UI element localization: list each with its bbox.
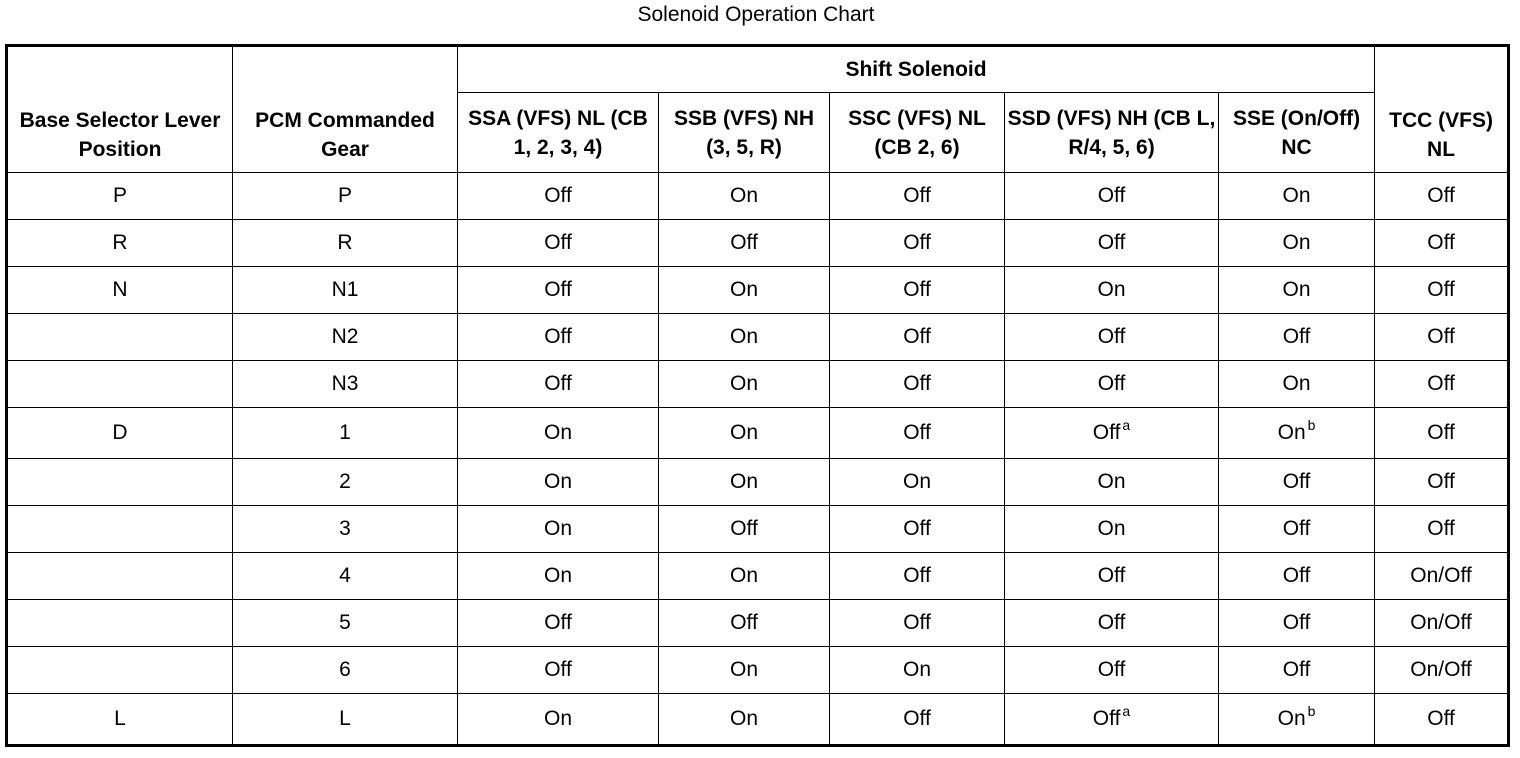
cell-value: On (729, 325, 758, 348)
ssb-cell (659, 314, 830, 361)
header-row-1 (7, 46, 1509, 93)
cell-value: Off (903, 564, 931, 587)
cell-value: Off (1097, 184, 1126, 207)
ssc-cell (830, 553, 1005, 600)
cell-value: Off (1427, 372, 1455, 395)
cell-value: Off (1282, 325, 1311, 348)
ssd-cell (1005, 267, 1219, 314)
base-selector-cell (7, 647, 233, 694)
cell-value: Off (1097, 564, 1126, 587)
ssb-cell (659, 694, 830, 746)
cell-value: Off (903, 372, 931, 395)
cell-value: Off (1097, 658, 1126, 681)
cell-value: N1 (331, 278, 359, 301)
ssa-cell (458, 694, 659, 746)
base-selector-cell (7, 267, 233, 314)
ssd-cell (1005, 506, 1219, 553)
pcm-gear-cell (233, 506, 458, 553)
ssa-cell (458, 173, 659, 220)
cell-value: Off (544, 231, 572, 254)
header-shift-solenoid: Shift Solenoid (458, 46, 1375, 93)
tcc-cell (1375, 694, 1509, 746)
cell-value: L (114, 707, 126, 730)
cell-value: Off (903, 421, 931, 444)
header-ssd: SSD (VFS) NH (CB L, R/4, 5, 6) (1005, 93, 1219, 173)
ssc-cell (830, 506, 1005, 553)
base-selector-cell (7, 694, 233, 746)
table-row (7, 600, 1509, 647)
table-row (7, 506, 1509, 553)
ssa-cell (458, 647, 659, 694)
ssc-cell (830, 267, 1005, 314)
cell-value: On (543, 470, 572, 493)
ssd-cell (1005, 553, 1219, 600)
base-selector-cell (7, 600, 233, 647)
cell-value: Off (1097, 325, 1126, 348)
ssa-cell (458, 408, 659, 459)
table-row (7, 267, 1509, 314)
cell-value: Off (1427, 278, 1455, 301)
ssb-cell (659, 267, 830, 314)
ssd-cell (1005, 361, 1219, 408)
tcc-cell (1375, 267, 1509, 314)
cell-value: On (543, 421, 572, 444)
cell-value: N3 (331, 372, 359, 395)
base-selector-cell (7, 506, 233, 553)
cell-value: Off (1092, 707, 1121, 730)
sse-cell (1219, 694, 1375, 746)
cell-value: Off (903, 611, 931, 634)
ssa-cell (458, 220, 659, 267)
tcc-cell (1375, 314, 1509, 361)
cell-value: Off (903, 707, 931, 730)
pcm-gear-cell (233, 267, 458, 314)
cell-value: Off (1427, 184, 1455, 207)
cell-value: On/Off (1410, 658, 1472, 681)
base-selector-cell (7, 314, 233, 361)
base-selector-cell (7, 553, 233, 600)
pcm-gear-cell (233, 408, 458, 459)
ssc-cell (830, 694, 1005, 746)
chart-title: Solenoid Operation Chart (637, 3, 875, 26)
footnote-marker: b (1307, 417, 1316, 433)
ssc-cell (830, 314, 1005, 361)
cell-value: On/Off (1410, 564, 1472, 587)
base-selector-cell (7, 459, 233, 506)
table-row (7, 408, 1509, 459)
cell-value: D (112, 421, 128, 444)
base-selector-cell (7, 220, 233, 267)
table-row (7, 647, 1509, 694)
header-base-selector: Base Selector Lever Position (7, 46, 233, 173)
pcm-gear-cell (233, 314, 458, 361)
cell-value: On (729, 470, 758, 493)
ssc-cell (830, 600, 1005, 647)
cell-value: 6 (339, 658, 351, 681)
table-row (7, 553, 1509, 600)
ssa-cell (458, 267, 659, 314)
cell-value: On/Off (1410, 611, 1472, 634)
sse-cell (1219, 459, 1375, 506)
table-row (7, 459, 1509, 506)
header-sse: SSE (On/Off) NC (1219, 93, 1375, 173)
ssb-cell (659, 408, 830, 459)
cell-value: Off (1427, 707, 1455, 730)
pcm-gear-cell (233, 600, 458, 647)
cell-value: On (729, 278, 758, 301)
cell-value: Off (1282, 611, 1311, 634)
cell-value: On (729, 707, 758, 730)
tcc-cell (1375, 361, 1509, 408)
cell-value: 3 (339, 517, 351, 540)
cell-value: Off (544, 278, 572, 301)
cell-value: On (1097, 517, 1126, 540)
cell-value: Off (1097, 611, 1126, 634)
cell-value: Off (544, 325, 572, 348)
tcc-cell (1375, 408, 1509, 459)
sse-cell (1219, 361, 1375, 408)
cell-value: Off (1282, 470, 1311, 493)
cell-value: Off (1427, 421, 1455, 444)
cell-value: On (1277, 421, 1306, 444)
pcm-gear-cell (233, 361, 458, 408)
pcm-gear-cell (233, 553, 458, 600)
cell-value: Off (1427, 325, 1455, 348)
tcc-cell (1375, 647, 1509, 694)
sse-cell (1219, 647, 1375, 694)
cell-value: Off (1282, 517, 1311, 540)
ssb-cell (659, 506, 830, 553)
tcc-cell (1375, 600, 1509, 647)
header-tcc: TCC (VFS) NL (1375, 46, 1509, 173)
cell-value: Off (1097, 372, 1126, 395)
cell-value: Off (903, 278, 931, 301)
header-ssa: SSA (VFS) NL (CB 1, 2, 3, 4) (458, 93, 659, 173)
pcm-gear-cell (233, 459, 458, 506)
sse-cell (1219, 600, 1375, 647)
ssd-cell (1005, 314, 1219, 361)
cell-value: On (543, 517, 572, 540)
cell-value: On (1282, 231, 1311, 254)
cell-value: Off (1427, 470, 1455, 493)
table-row (7, 173, 1509, 220)
ssc-cell (830, 408, 1005, 459)
cell-value: On (1282, 372, 1311, 395)
ssb-cell (659, 173, 830, 220)
cell-value: On (902, 470, 931, 493)
pcm-gear-cell (233, 647, 458, 694)
ssc-cell (830, 173, 1005, 220)
cell-value: Off (903, 231, 931, 254)
sse-cell (1219, 173, 1375, 220)
ssa-cell (458, 361, 659, 408)
pcm-gear-cell (233, 220, 458, 267)
tcc-cell (1375, 506, 1509, 553)
tcc-cell (1375, 553, 1509, 600)
base-selector-cell (7, 173, 233, 220)
pcm-gear-cell (233, 173, 458, 220)
ssa-cell (458, 459, 659, 506)
sse-cell (1219, 553, 1375, 600)
cell-value: On (729, 658, 758, 681)
ssb-cell (659, 647, 830, 694)
cell-value: On (729, 184, 758, 207)
ssc-cell (830, 459, 1005, 506)
cell-value: On (729, 564, 758, 587)
header-pcm-gear: PCM Commanded Gear (233, 46, 458, 173)
tcc-cell (1375, 459, 1509, 506)
cell-value: Off (1092, 421, 1121, 444)
tcc-cell (1375, 220, 1509, 267)
ssb-cell (659, 553, 830, 600)
cell-value: On (1282, 278, 1311, 301)
ssb-cell (659, 459, 830, 506)
sse-cell (1219, 506, 1375, 553)
table-row (7, 361, 1509, 408)
cell-value: On (902, 658, 931, 681)
cell-value: Off (544, 658, 572, 681)
ssa-cell (458, 506, 659, 553)
ssb-cell (659, 600, 830, 647)
cell-value: On (543, 564, 572, 587)
table-row (7, 220, 1509, 267)
sse-cell (1219, 408, 1375, 459)
ssd-cell (1005, 459, 1219, 506)
cell-value: Off (1427, 517, 1455, 540)
cell-value: N (112, 278, 128, 301)
ssa-cell (458, 553, 659, 600)
base-selector-cell (7, 408, 233, 459)
cell-value: Off (544, 372, 572, 395)
cell-value: Off (730, 611, 758, 634)
cell-value: Off (903, 184, 931, 207)
cell-value: R (337, 231, 353, 254)
sse-cell (1219, 267, 1375, 314)
cell-value: 5 (339, 611, 351, 634)
cell-value: On (729, 421, 758, 444)
base-selector-cell (7, 361, 233, 408)
sse-cell (1219, 314, 1375, 361)
cell-value: Off (1282, 564, 1311, 587)
ssa-cell (458, 600, 659, 647)
cell-value: On (1097, 278, 1126, 301)
cell-value: Off (544, 611, 572, 634)
cell-value: Off (1427, 231, 1455, 254)
cell-value: Off (544, 184, 572, 207)
ssc-cell (830, 361, 1005, 408)
tcc-cell (1375, 173, 1509, 220)
cell-value: P (112, 184, 127, 207)
cell-value: 4 (339, 564, 351, 587)
ssa-cell (458, 314, 659, 361)
ssc-cell (830, 220, 1005, 267)
ssd-cell (1005, 647, 1219, 694)
cell-value: 2 (339, 470, 351, 493)
ssd-cell (1005, 408, 1219, 459)
header-ssc: SSC (VFS) NL (CB 2, 6) (830, 93, 1005, 173)
table-row (7, 694, 1509, 746)
solenoid-operation-table (5, 44, 1510, 747)
cell-value: On (1277, 707, 1306, 730)
cell-value: P (337, 184, 352, 207)
table-body (7, 173, 1509, 746)
cell-value: Off (903, 517, 931, 540)
cell-value: Off (1097, 231, 1126, 254)
footnote-marker: b (1307, 703, 1316, 719)
cell-value: On (1097, 470, 1126, 493)
sse-cell (1219, 220, 1375, 267)
table-row (7, 314, 1509, 361)
cell-value: Off (903, 325, 931, 348)
cell-value: Off (1282, 658, 1311, 681)
cell-value: N2 (331, 325, 359, 348)
cell-value: L (339, 707, 351, 730)
footnote-marker: a (1122, 703, 1131, 719)
cell-value: Off (730, 231, 758, 254)
ssd-cell (1005, 600, 1219, 647)
cell-value: 1 (339, 421, 351, 444)
ssd-cell (1005, 694, 1219, 746)
cell-value: On (543, 707, 572, 730)
ssb-cell (659, 220, 830, 267)
footnote-marker: a (1122, 417, 1131, 433)
cell-value: Off (730, 517, 758, 540)
cell-value: On (729, 372, 758, 395)
ssd-cell (1005, 220, 1219, 267)
ssc-cell (830, 647, 1005, 694)
cell-value: R (112, 231, 128, 254)
header-ssb: SSB (VFS) NH (3, 5, R) (659, 93, 830, 173)
cell-value: On (1282, 184, 1311, 207)
pcm-gear-cell (233, 694, 458, 746)
ssb-cell (659, 361, 830, 408)
ssd-cell (1005, 173, 1219, 220)
